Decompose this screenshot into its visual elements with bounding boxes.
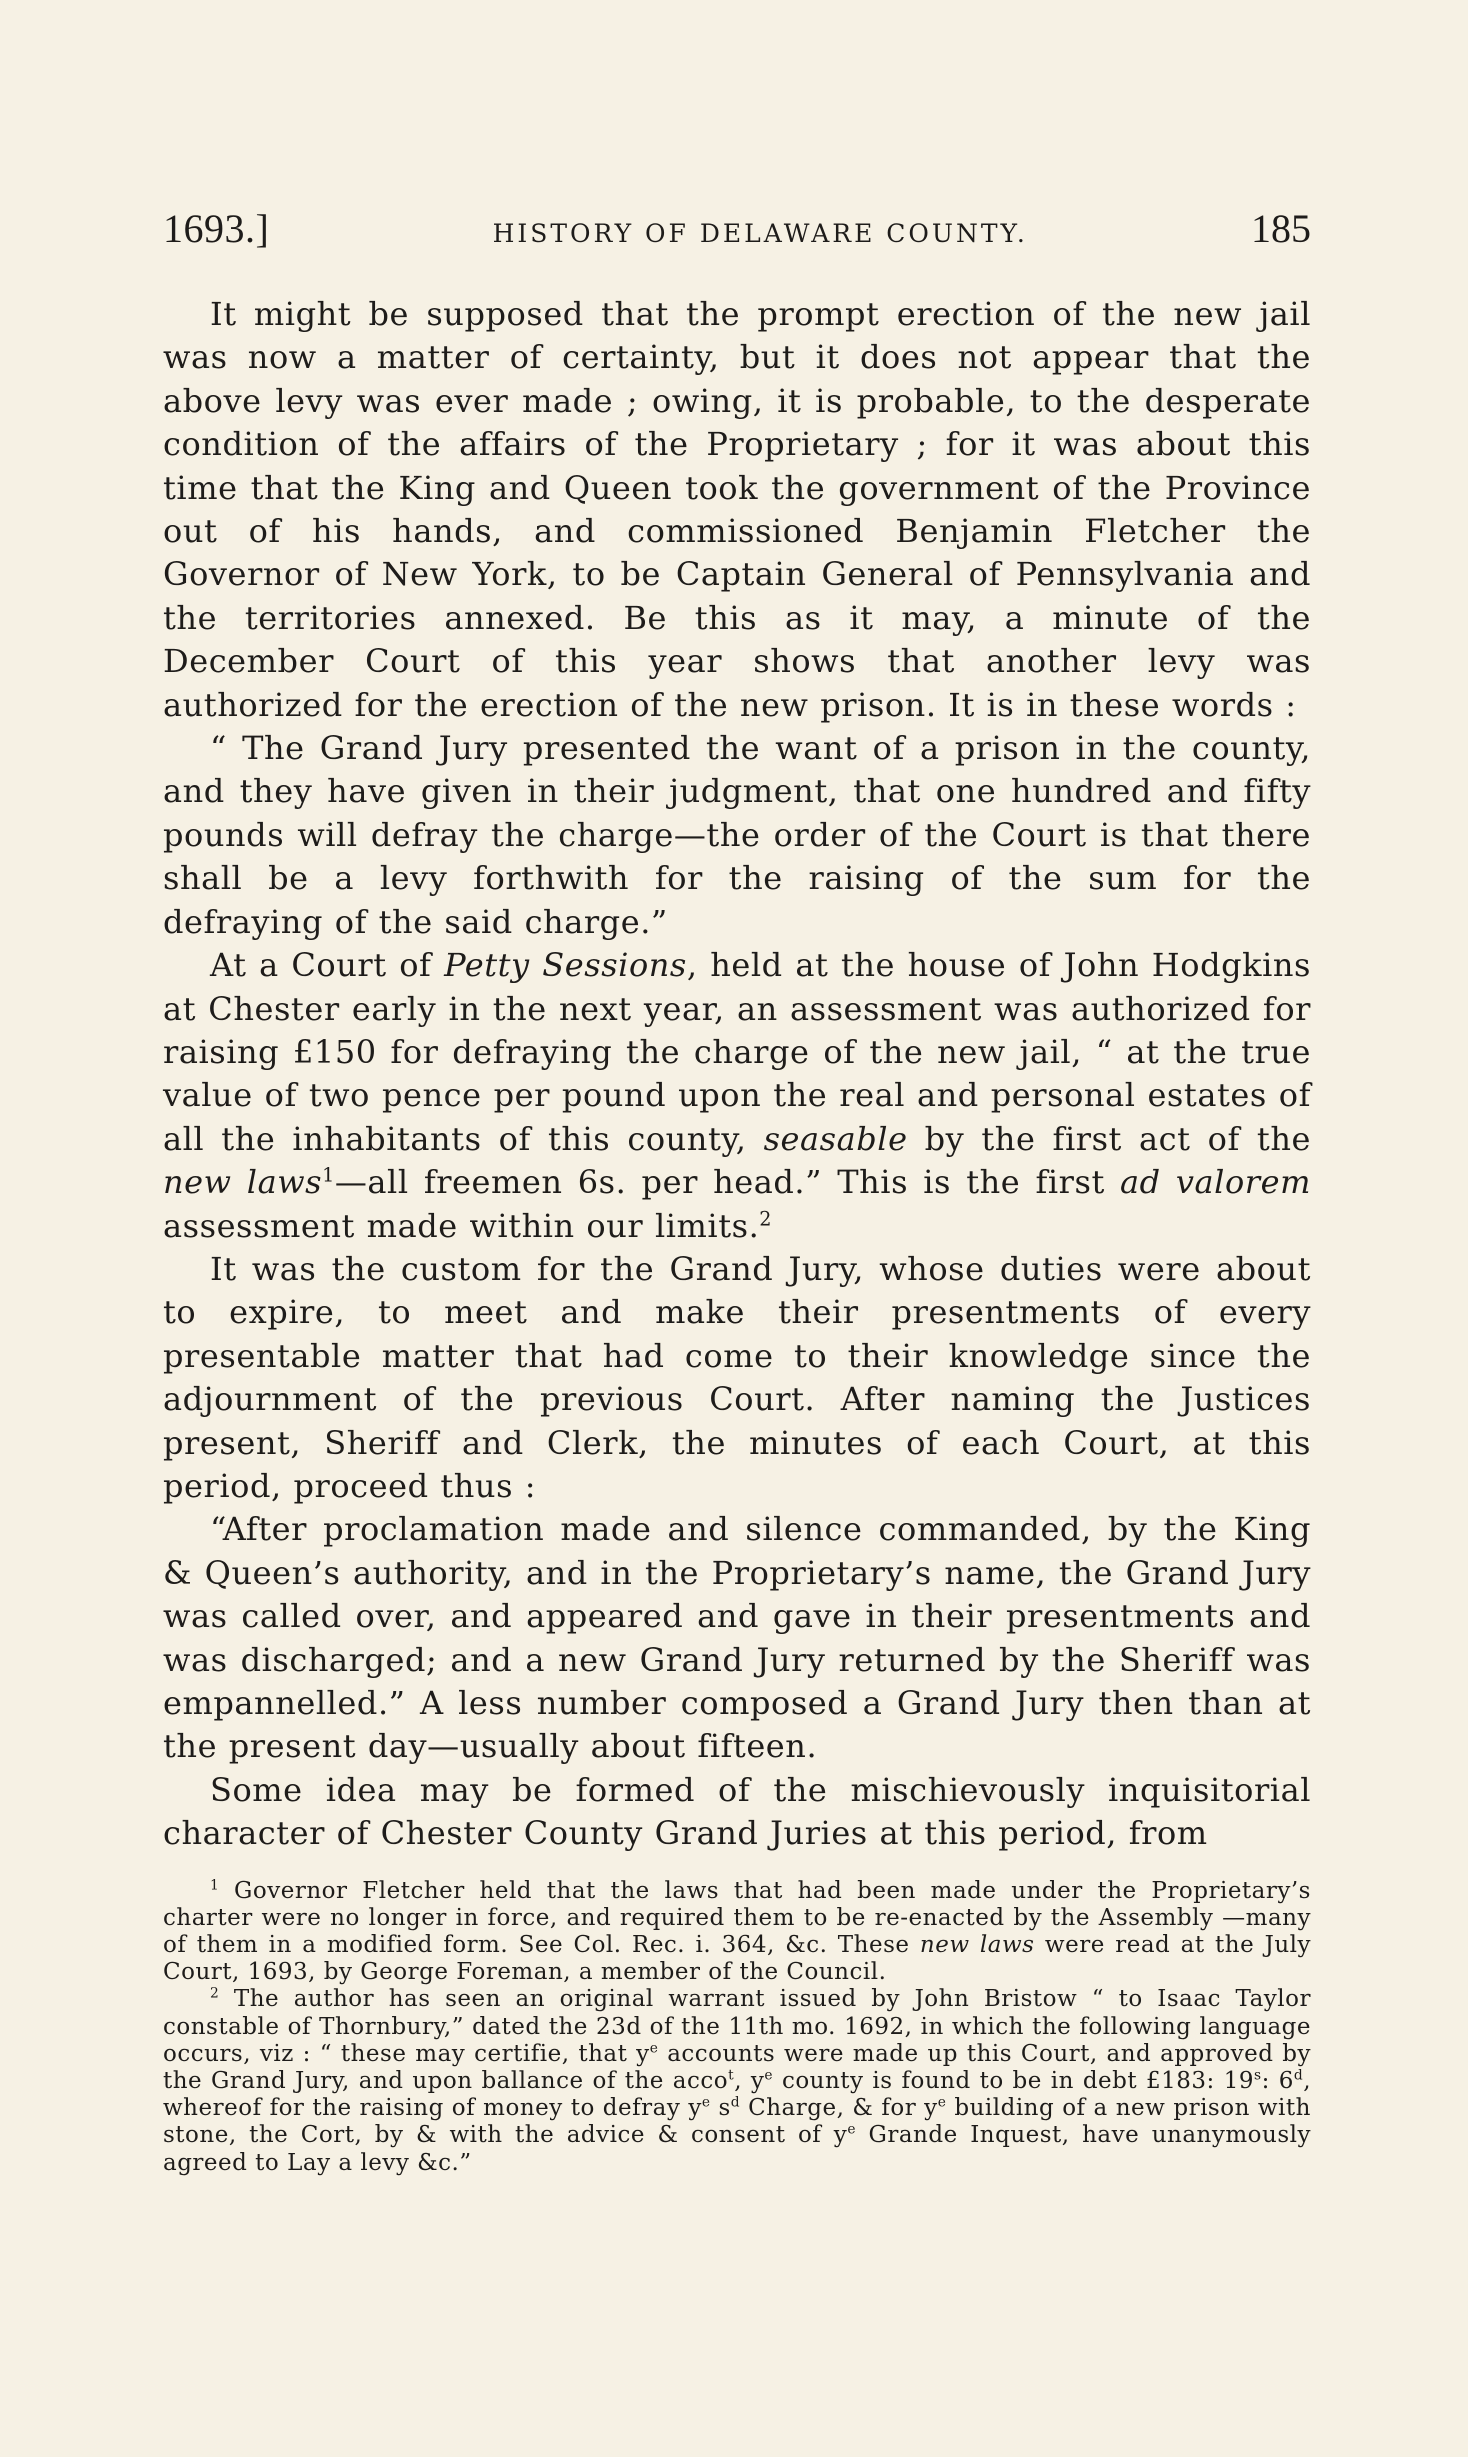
footnote-ref-1: 1 — [322, 1163, 335, 1187]
fn1-italic-new-laws: new laws — [919, 1932, 1035, 1959]
p3-text-5: assessment made within our limits. — [163, 1206, 760, 1245]
fn2-text-1: The author has seen an original warrant issued by John Bristow “ to Isaac Taylor constable of Thornbury,” dated the 23d of the 11th mo. 1692, in which the following language occurs, viz : “ these may certifie, that y — [163, 1986, 1311, 2067]
paragraph-3 — [163, 944, 1311, 1248]
fn2-sup-1: e — [649, 2040, 659, 2057]
p3-text-2: , held at the house of John Hodgkins at Chester early in the next year, an assessment was authorized for raising £150 for defraying the charge of the new jail, “ at the true value of two pence per pound upon the real and personal estates of all the inhabitants of this county, — [163, 946, 1311, 1158]
fn2-sup-4: s — [1253, 2067, 1262, 2084]
fn2-sup-6: e — [701, 2094, 711, 2111]
fn2-text-9: building of a new prison with stone, the Cort, by & with the advice & consent of y — [163, 2095, 1311, 2149]
paragraph-1: It might be supposed that the prompt erection of the new jail was now a matter of certainty, but it does not appear that the above levy was ever made ; owing, it is probable, to the desperate condition of the affairs of the Proprietary ; for it was about this time that the King and Queen took the government of the Province out of his hands, and commissioned Benjamin Fletcher the Governor of New York, to be Captain General of Pennsylvania and the territories annexed. Be this as it may, a minute of the December Court of this year shows that another levy was authorized for the erection of the new prison. It is in these words : — [163, 295, 1311, 724]
fn2-text-7: s — [710, 2095, 731, 2122]
running-head-year: 1693.] — [163, 206, 270, 251]
fn2-sup-2: t — [728, 2067, 735, 2084]
footnote-2 — [163, 1986, 1311, 2176]
fn2-text-6: , whereof for the raising of money to defray y — [163, 2068, 1311, 2122]
footnote-1-mark: 1 — [210, 1876, 220, 1893]
running-head — [163, 205, 1311, 265]
footnote-2-mark: 2 — [210, 1985, 220, 2002]
body-text — [163, 293, 1311, 1856]
fn1-text-1: Governor Fletcher held that the laws that had been made under the Proprietary’s charter were no longer in force, and required them to be re-enacted by the Assembly —many of them in a modified form. See Col. Rec. i. 364, &c. These — [163, 1877, 1311, 1959]
paragraph-6: Some idea may be formed of the mischievously inquisitorial character of Chester County Grand Juries at this period, from — [163, 1770, 1311, 1853]
paragraph-4: It was the custom for the Grand Jury, whose duties were about to expire, to meet and make their presentments of every presentable matter that had come to their knowledge since the adjournment of the previous Court. After naming the Justices present, Sheriff and Clerk, the minutes of each Court, at this period, proceed thus : — [163, 1249, 1311, 1505]
fn2-text-10: Grande Inquest, have unanymously agreed to Lay a levy &c.” — [163, 2122, 1311, 2176]
p3-italic-new-laws: new laws — [163, 1163, 323, 1202]
fn2-sup-5: d — [1293, 2067, 1304, 2084]
fn2-text-3: , y — [734, 2068, 765, 2095]
fn2-sup-7: d — [730, 2094, 741, 2111]
p3-italic-petty-sessions: Petty Sessions — [444, 946, 687, 985]
p3-text-4: —all freemen 6s. per head.” This is the first — [334, 1163, 1121, 1202]
fn2-text-8: Charge, & for y — [740, 2095, 938, 2122]
fn2-sup-3: e — [764, 2067, 774, 2084]
paragraph-2-quote: “ The Grand Jury presented the want of a prison in the county, and they have given in their judgment, that one hundred and fifty pounds will defray the charge—the order of the Court is that there shall be a levy forthwith for the raising of the sum for the defraying of the said charge.” — [163, 729, 1311, 941]
footnote-ref-2: 2 — [759, 1206, 773, 1230]
p3-text-1: At a Court of — [210, 946, 445, 985]
running-head-title: HISTORY OF DELAWARE COUNTY. — [492, 219, 1028, 248]
fn2-sup-9: e — [847, 2121, 856, 2138]
page-number: 185 — [1251, 206, 1311, 251]
p3-text-3: by the first act of the — [907, 1119, 1311, 1158]
fn2-text-2: accounts were made up this Court, and approved by the Grand Jury, and upon ballance of the acco — [163, 2040, 1311, 2095]
fn2-text-5: : 6 — [1261, 2068, 1294, 2095]
book-page — [163, 205, 1311, 2177]
fn1-text-2: were read at the July Court, 1693, by George Foreman, a member of the Council. — [163, 1932, 1311, 1986]
footnote-1 — [163, 1878, 1311, 1987]
p3-italic-ad-valorem: ad valorem — [1120, 1163, 1311, 1202]
fn2-text-4: county is found to be in debt £183: 19 — [773, 2068, 1254, 2095]
p3-italic-seasable: seasable — [763, 1119, 908, 1158]
footnotes — [163, 1878, 1311, 2177]
fn2-sup-8: e — [937, 2094, 947, 2111]
paragraph-5-quote: “After proclamation made and silence commanded, by the King & Queen’s authority, and in the Proprietary’s name, the Grand Jury was called over, and appeared and gave in their presentments and was discharged; and a new Grand Jury returned by the Sheriff was empannelled.” A less number composed a Grand Jury then than at the present day—usually about fifteen. — [163, 1510, 1311, 1766]
